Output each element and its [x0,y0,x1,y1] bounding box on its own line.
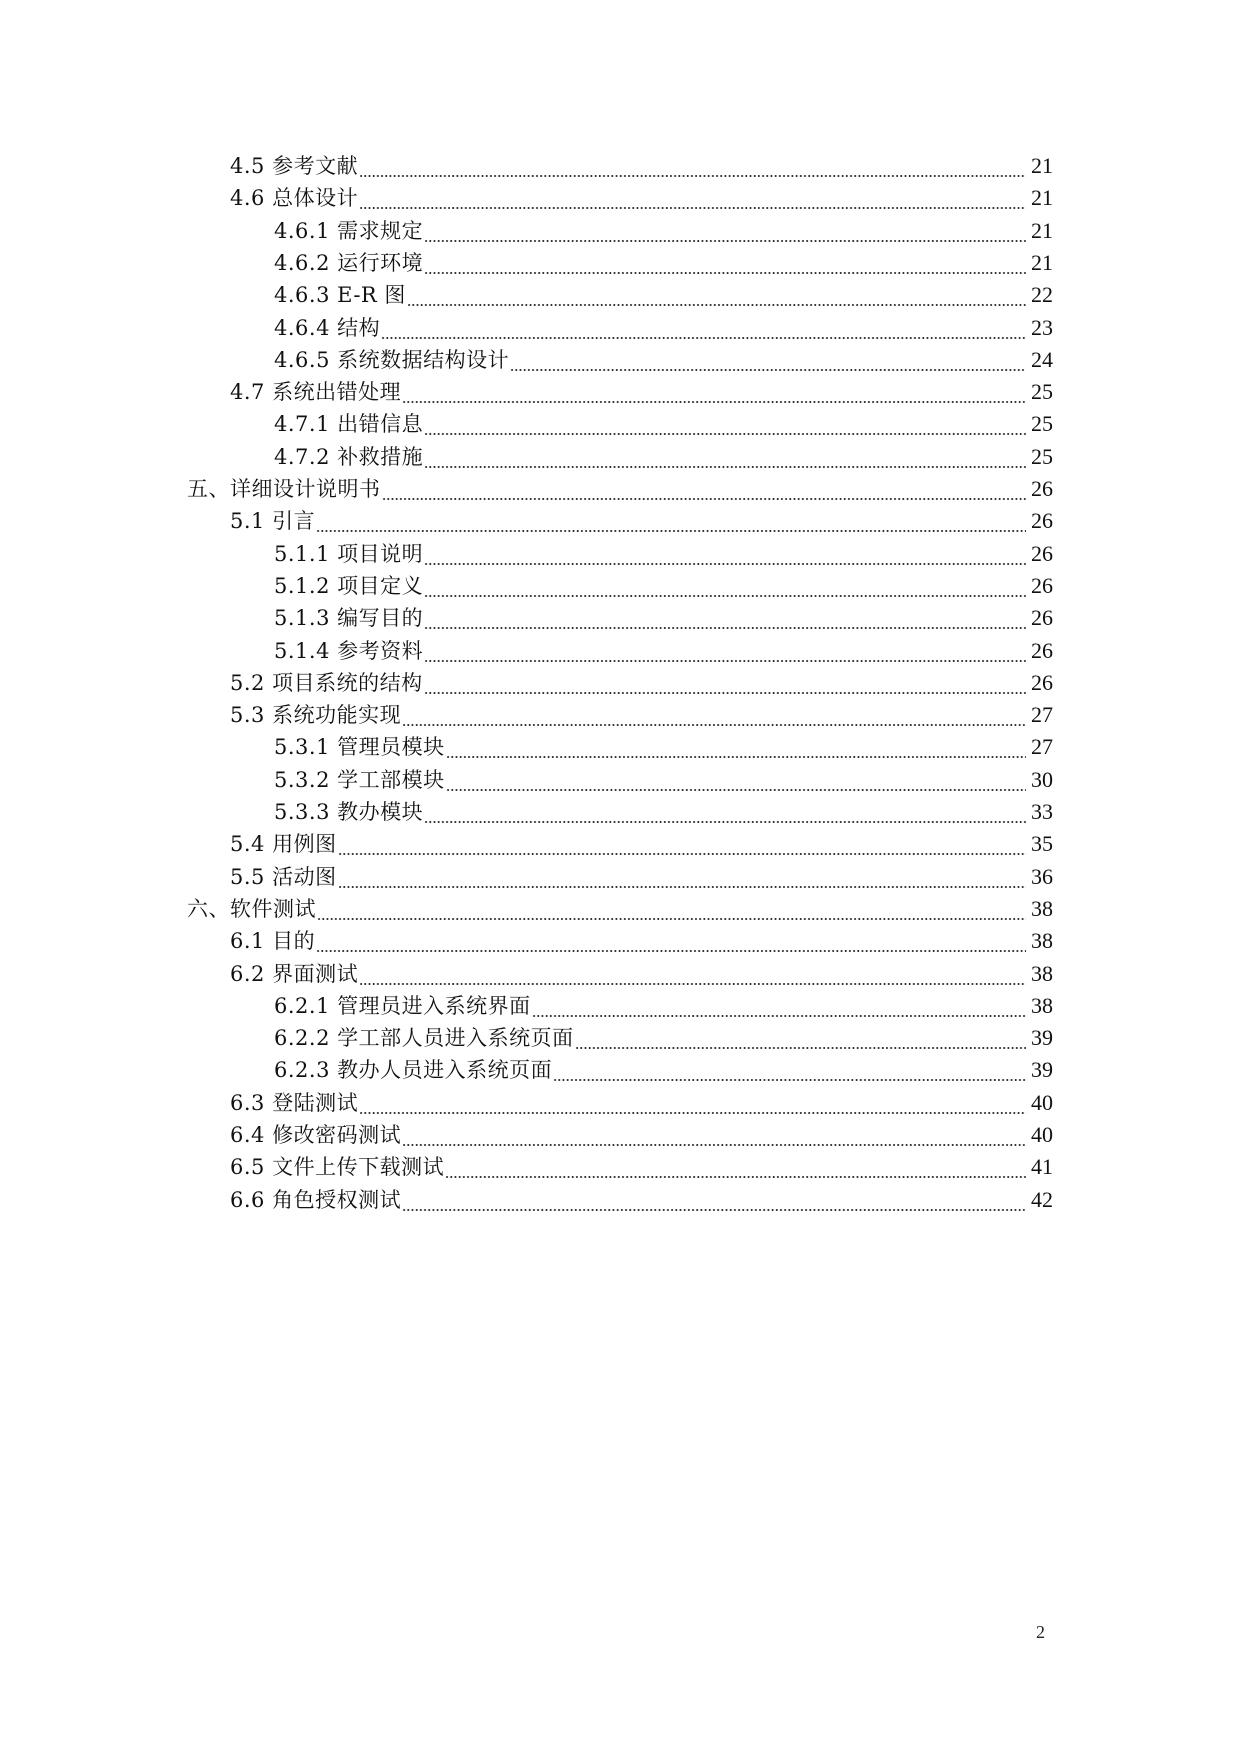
toc-entry[interactable] [274,408,1053,440]
toc-dot-leader [446,764,1026,796]
toc-entry[interactable] [274,312,1053,344]
toc-dot-leader [316,505,1026,537]
toc-entry[interactable] [274,570,1053,602]
toc-entry-page: 26 [1031,669,1053,695]
toc-entry-label: 5.3.2 学工部模块 [274,767,445,792]
toc-entry-label: 5.3 系统功能实现 [230,703,402,728]
toc-entry[interactable] [230,667,1053,699]
toc-entry[interactable] [274,538,1053,570]
toc-entry-label: 4.6.5 系统数据结构设计 [274,347,510,372]
toc-entry-label: 4.7.1 出错信息 [274,412,424,437]
toc-entry[interactable] [230,150,1053,182]
toc-dot-leader [424,247,1026,279]
toc-entry[interactable] [274,990,1053,1022]
toc-entry[interactable] [274,279,1053,311]
toc-dot-leader [532,990,1026,1022]
toc-dot-leader [402,699,1026,731]
toc-dot-leader [575,1022,1026,1054]
toc-entry-label: 5.4 用例图 [230,832,337,857]
toc-entry[interactable] [274,344,1053,376]
toc-entry-page: 36 [1031,863,1053,889]
toc-dot-leader [445,1151,1026,1183]
toc-dot-leader [359,182,1026,214]
toc-entry-page: 21 [1031,185,1053,211]
toc-entry[interactable] [274,215,1053,247]
toc-entry-page: 27 [1031,702,1053,728]
toc-dot-leader [382,473,1027,505]
toc-entry[interactable] [274,602,1053,634]
toc-entry[interactable] [274,731,1053,763]
toc-entry-page: 25 [1031,411,1053,437]
toc-entry-page: 26 [1031,572,1053,598]
page-number: 2 [1036,1622,1045,1642]
toc-entry-label: 5.3.1 管理员模块 [274,735,445,760]
toc-entry[interactable] [230,505,1053,537]
toc-entry-page: 41 [1031,1154,1053,1180]
toc-dot-leader [510,344,1026,376]
toc-entry-label: 4.6.2 运行环境 [274,250,424,275]
toc-entry-label: 5.1 引言 [230,509,316,534]
toc-entry-page: 22 [1031,282,1053,308]
toc-dot-leader [316,925,1026,957]
toc-entry[interactable] [274,796,1053,828]
toc-entry[interactable] [230,861,1053,893]
toc-entry-page: 33 [1031,799,1053,824]
toc-entry-page: 21 [1031,153,1053,178]
toc-entry-label: 5.5 活动图 [230,864,337,889]
toc-entry-label: 6.5 文件上传下载测试 [230,1155,445,1180]
toc-entry[interactable] [230,1119,1053,1151]
toc-entry-page: 25 [1031,379,1053,405]
toc-entry[interactable] [187,473,1053,505]
toc-entry-label: 4.6.3 E-R 图 [274,283,406,308]
toc-entry[interactable] [187,893,1053,925]
toc-entry-page: 39 [1031,1057,1053,1083]
toc-entry-label: 4.5 参考文献 [230,154,359,178]
toc-entry-label: 5.3.3 教办模块 [274,800,424,824]
toc-entry[interactable] [274,635,1053,667]
toc-entry-label: 5.1.2 项目定义 [274,573,424,598]
toc-entry-page: 38 [1031,895,1053,921]
toc-entry[interactable] [230,1087,1053,1119]
toc-dot-leader [317,893,1026,925]
toc-dot-leader [402,1119,1026,1151]
toc-dot-leader [402,1184,1026,1216]
toc-dot-leader [338,861,1026,893]
toc-entry[interactable] [230,699,1053,731]
toc-entry-page: 42 [1031,1186,1053,1212]
toc-entry-label: 6.1 目的 [230,929,316,954]
toc-entry-label: 6.2.2 学工部人员进入系统页面 [274,1026,574,1051]
toc-entry-label: 6.6 角色授权测试 [230,1187,402,1212]
toc-entry-page: 23 [1031,314,1053,340]
toc-entry-label: 4.6.4 结构 [274,315,381,340]
toc-entry-label: 6.3 登陆测试 [230,1090,359,1115]
toc-entry-label: 5.1.4 参考资料 [274,638,424,663]
toc-entry-page: 39 [1031,1025,1053,1051]
toc-entry-label: 5.1.1 项目说明 [274,541,424,566]
toc-entry-label: 5.1.3 编写目的 [274,606,424,631]
toc-dot-leader [446,731,1026,763]
toc-entry-page: 38 [1031,928,1053,954]
toc-dot-leader [359,958,1026,990]
toc-dot-leader [424,408,1026,440]
toc-entry[interactable] [230,1151,1053,1183]
toc-dot-leader [424,602,1026,634]
toc-dot-leader [424,796,1026,828]
toc-dot-leader [359,1087,1026,1119]
toc-entry-page: 38 [1031,992,1053,1018]
toc-entry-label: 6.2 界面测试 [230,961,359,986]
toc-dot-leader [424,570,1026,602]
toc-entry-page: 21 [1031,249,1053,275]
toc-entry-label: 五、详细设计说明书 [187,477,381,501]
toc-entry-page: 26 [1031,476,1053,501]
toc-entry[interactable] [230,1184,1053,1216]
toc-entry[interactable] [274,764,1053,796]
toc-entry[interactable] [230,925,1053,957]
toc-entry[interactable] [274,1022,1053,1054]
toc-entry[interactable] [230,958,1053,990]
toc-entry-label: 4.6.1 需求规定 [274,218,424,243]
toc-entry[interactable] [274,441,1053,473]
toc-entry-label: 5.2 项目系统的结构 [230,670,423,695]
toc-dot-leader [424,215,1026,247]
toc-dot-leader [359,150,1026,182]
toc-entry-page: 38 [1031,960,1053,986]
toc-entry-label: 4.7.2 补救措施 [274,444,424,469]
toc-entry-label: 六、软件测试 [187,896,316,921]
toc-dot-leader [424,635,1026,667]
toc-entry-page: 26 [1031,508,1053,534]
toc-entry-page: 21 [1031,217,1053,243]
toc-entry-page: 30 [1031,766,1053,792]
toc-entry[interactable] [230,828,1053,860]
toc-entry-label: 6.4 修改密码测试 [230,1123,402,1147]
toc-dot-leader [424,538,1026,570]
toc-entry-page: 26 [1031,637,1053,663]
toc-entry-page: 35 [1031,831,1053,857]
toc-entry-label: 4.7 系统出错处理 [230,380,402,405]
toc-dot-leader [424,667,1026,699]
toc-entry-page: 26 [1031,540,1053,566]
toc-entry[interactable] [274,247,1053,279]
toc-entry-page: 40 [1031,1089,1053,1115]
toc-dot-leader [338,828,1026,860]
toc-dot-leader [553,1054,1026,1086]
toc-dot-leader [424,441,1026,473]
toc-entry-label: 6.2.3 教办人员进入系统页面 [274,1058,553,1083]
toc-entry-page: 27 [1031,734,1053,760]
toc-entry[interactable] [274,1054,1053,1086]
toc-dot-leader [402,376,1026,408]
toc-entry-page: 25 [1031,443,1053,469]
toc-entry[interactable] [230,182,1053,214]
toc-entry-page: 26 [1031,605,1053,631]
toc-entry-page: 40 [1031,1122,1053,1147]
toc-entry-label: 6.2.1 管理员进入系统界面 [274,993,531,1018]
toc-entry-label: 4.6 总体设计 [230,186,359,211]
toc-entry-page: 24 [1031,346,1053,372]
toc-dot-leader [407,279,1026,311]
toc-dot-leader [381,312,1026,344]
toc-entry[interactable] [230,376,1053,408]
